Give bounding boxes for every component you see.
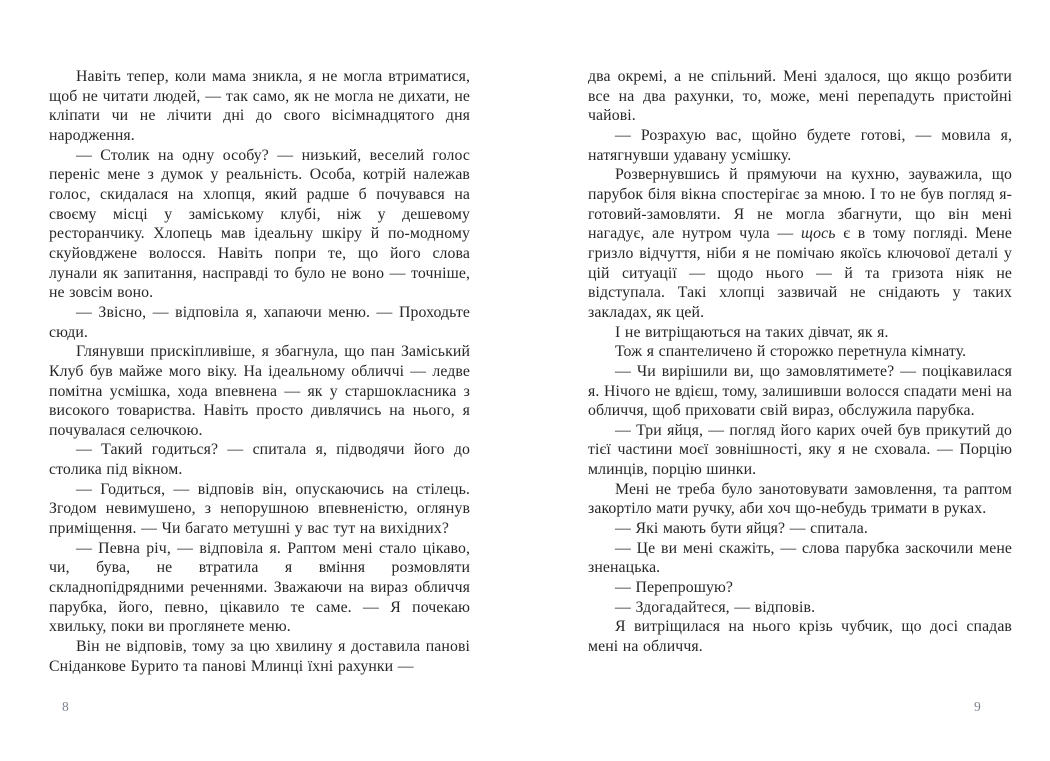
paragraph: І не витріщаються на таких дівчат, як я. — [615, 323, 889, 341]
paragraph: — Годиться, — відповів він, опускаючись на стілець. Згодом невимушено, з непорушною впевненістю, оглянув приміщення. — Чи багато метушні у вас тут на вихідних? — [49, 480, 470, 538]
paragraph: — Здогадайтеся, — відповів. — [615, 598, 816, 616]
paragraph: — Певна річ, — відповіла я. Раптом мені стало цікаво, чи, бува, не втратила я вміння розмовляти складнопідрядними реченнями. Зважаючи на вираз обличчя парубка, його, певно, цікавило те саме. — Я почекаю хвильку, поки ви проглянете меню. — [49, 539, 470, 636]
right-page-text — [588, 67, 1012, 657]
paragraph: Мені не треба було занотовувати замовлення, та раптом закортіло мати ручку, аби хоч що-небудь тримати в руках. — [588, 480, 1012, 518]
paragraph: — Розрахую вас, щойно будете готові, — мовила я, натягнувши удавану усмішку. — [588, 126, 1012, 164]
paragraph: Глянувши прискіпливіше, я збагнула, що пан Заміський Клуб був майже мого віку. На ідеальному обличчі — ледве помітна усмішка, хода впевнена — як у старшокласника з високого товариства. Навіть просто дивлячись на нього, я почувалася селючкою. — [49, 343, 470, 439]
paragraph: два окремі, а не спільний. Мені здалося, що якщо розбити все на два рахунки, то, може, мені перепадуть пристойні чайові. — [588, 68, 1012, 125]
paragraph: Розвернувшись й прямуючи на кухню, зауважила, що парубок біля вікна спостерігає за мною. І то не був погляд я-готовий-замовляти. Я не могла збагнути, що він мені нагадує, але нутром чула — щось є в тому погляді. Мене гризло відчуття, ніби я не помічаю якоїсь ключової деталі у цій ситуації — щодо нього — й та гризота ніяк не відступала. Такі хлопці зазвичай не снідають у таких закладах, як цей. — [588, 166, 1012, 321]
left-page-text — [49, 67, 470, 676]
paragraph: Тож я спантеличено й сторожко перетнула кімнату. — [615, 343, 967, 361]
page-number-left: 8 — [62, 699, 69, 714]
paragraph: — Столик на одну особу? — низький, веселий голос переніс мене з думок у реальність. Особа, котрій належав голос, скидалася на хлопця, який радше б почувався на своєму місці у заміському клубі, ніж у дешевому ресторанчику. Хлопець мав ідеальну шкіру й по-модному скуйовджене волосся. Навіть попри те, що його слова лунали як запитання, насправді то було не воно — точніше, не зовсім воно. — [49, 146, 470, 302]
paragraph: — Це ви мені скажіть, — слова парубка заскочили мене зненацька. — [588, 539, 1012, 577]
paragraph: — Які мають бути яйця? — спитала. — [615, 520, 868, 538]
paragraph: — Три яйця, — погляд його карих очей був прикутий до тієї частини моєї зовнішності, яку я не сховала. — Порцію млинців, порцію шинки. — [588, 421, 1012, 479]
paragraph: — Звісно, — відповіла я, хапаючи меню. — Проходьте сюди. — [49, 303, 470, 341]
paragraph: Він не відповів, тому за цю хвилину я доставила панові Сніданкове Бурито та панові Млинці їхні рахунки — — [49, 638, 470, 675]
page-number-right: 9 — [974, 699, 981, 714]
paragraph: — Такий годиться? — спитала я, підводячи його до столика під вікном. — [49, 441, 470, 479]
paragraph: Навіть тепер, коли мама зникла, я не могла втриматися, щоб не читати людей, — так само, як не могла не дихати, не кліпати чи не лічити дні до свого вісімнадцятого дня народження. — [49, 68, 470, 144]
paragraph: Я витріщилася на нього крізь чубчик, що досі спадав мені на обличчя. — [588, 618, 1012, 656]
paragraph: — Чи вирішили ви, що замовлятимете? — поцікавилася я. Нічого не вдієш, тому, залишивши волосся спадати мені на обличчя, щоб приховати свій вираз, обслужила парубка. — [588, 362, 1012, 420]
paragraph: — Перепрошую? — [615, 579, 734, 597]
